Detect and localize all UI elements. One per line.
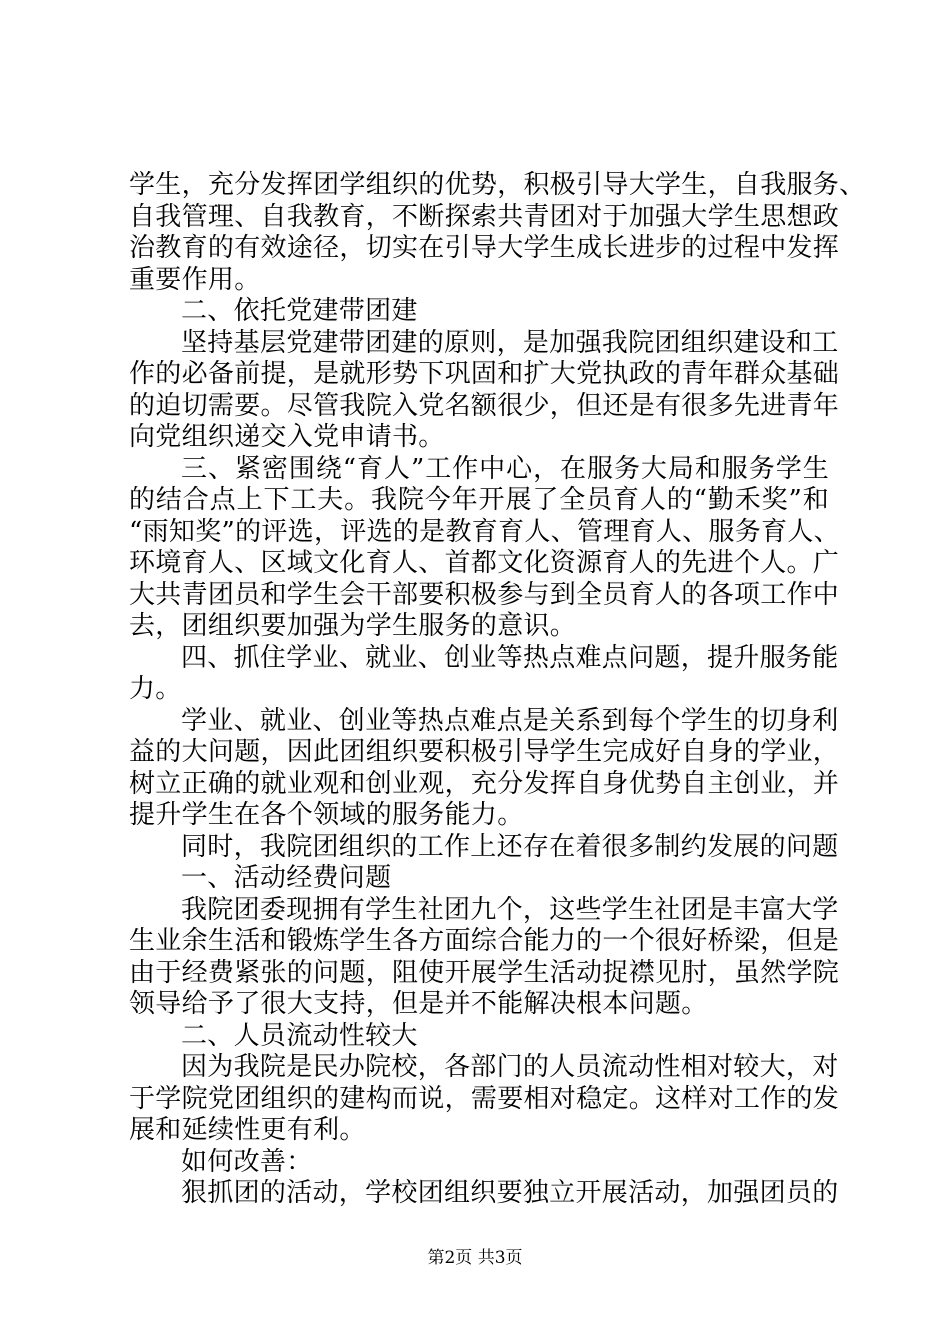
text-line: 树立正确的就业观和创业观，充分发挥自身优势自主创业，并 <box>129 768 840 799</box>
text-line: 展和延续性更有利。 <box>129 1115 366 1145</box>
text-line: 益的大问题，因此团组织要积极引导学生完成好自身的学业， <box>129 737 840 767</box>
page-footer: 第2页 共3页 <box>427 1248 523 1268</box>
text-line: 同时，我院团组织的工作上还存在着很多制约发展的问题 <box>181 831 839 862</box>
text-line: 自我管理、自我教育，不断探索共青团对于加强大学生思想政 <box>129 201 840 232</box>
text-line: 二、人员流动性较大 <box>181 1020 418 1051</box>
document-body <box>129 170 866 1210</box>
text-line: 提升学生在各个领域的服务能力。 <box>129 800 524 830</box>
text-line: 的结合点上下工夫。我院今年开展了全员育人的“勤禾奖”和 <box>129 485 829 515</box>
text-line: 一、活动经费问题 <box>181 863 392 893</box>
text-line: 重要作用。 <box>129 264 261 295</box>
text-line: 向党组织递交入党申请书。 <box>129 422 445 452</box>
text-line: 的迫切需要。尽管我院入党名额很少，但还是有很多先进青年 <box>129 390 840 421</box>
text-line: 由于经费紧张的问题，阻使开展学生活动捉襟见肘，虽然学院 <box>129 957 840 988</box>
text-line: 环境育人、区域文化育人、首都文化资源育人的先进个人。广 <box>129 548 840 578</box>
text-line: 去，团组织要加强为学生服务的意识。 <box>129 611 577 641</box>
text-line: 大共青团员和学生会干部要积极参与到全员育人的各项工作中 <box>129 579 840 610</box>
text-line: 力。 <box>129 674 182 704</box>
text-line: 治教育的有效途径，切实在引导大学生成长进步的过程中发挥 <box>129 233 840 263</box>
text-line: 四、抓住学业、就业、创业等热点难点问题，提升服务能 <box>181 642 839 673</box>
text-line: 领导给予了很大支持，但是并不能解决根本问题。 <box>129 989 708 1019</box>
text-line: “雨知奖”的评选，评选的是教育育人、管理育人、服务育人、 <box>129 516 840 547</box>
text-line: 三、紧密围绕“育人”工作中心，在服务大局和服务学生 <box>181 453 829 484</box>
text-line: 因为我院是民办院校，各部门的人员流动性相对较大，对 <box>181 1052 839 1082</box>
text-line: 如何改善： <box>181 1146 313 1177</box>
text-line: 学业、就业、创业等热点难点是关系到每个学生的切身利 <box>181 705 839 736</box>
text-line: 狠抓团的活动，学校团组织要独立开展活动，加强团员的 <box>181 1178 839 1208</box>
text-line: 学生，充分发挥团学组织的优势，积极引导大学生，自我服务、 <box>129 170 866 200</box>
text-line: 作的必备前提，是就形势下巩固和扩大党执政的青年群众基础 <box>129 359 840 389</box>
text-line: 我院团委现拥有学生社团九个，这些学生社团是丰富大学 <box>181 894 839 925</box>
text-line: 坚持基层党建带团建的原则，是加强我院团组织建设和工 <box>181 327 839 358</box>
text-line: 生业余生活和锻炼学生各方面综合能力的一个很好桥梁，但是 <box>129 926 840 956</box>
text-line: 二、依托党建带团建 <box>181 296 418 326</box>
text-line: 于学院党团组织的建构而说，需要相对稳定。这样对工作的发 <box>129 1083 840 1114</box>
